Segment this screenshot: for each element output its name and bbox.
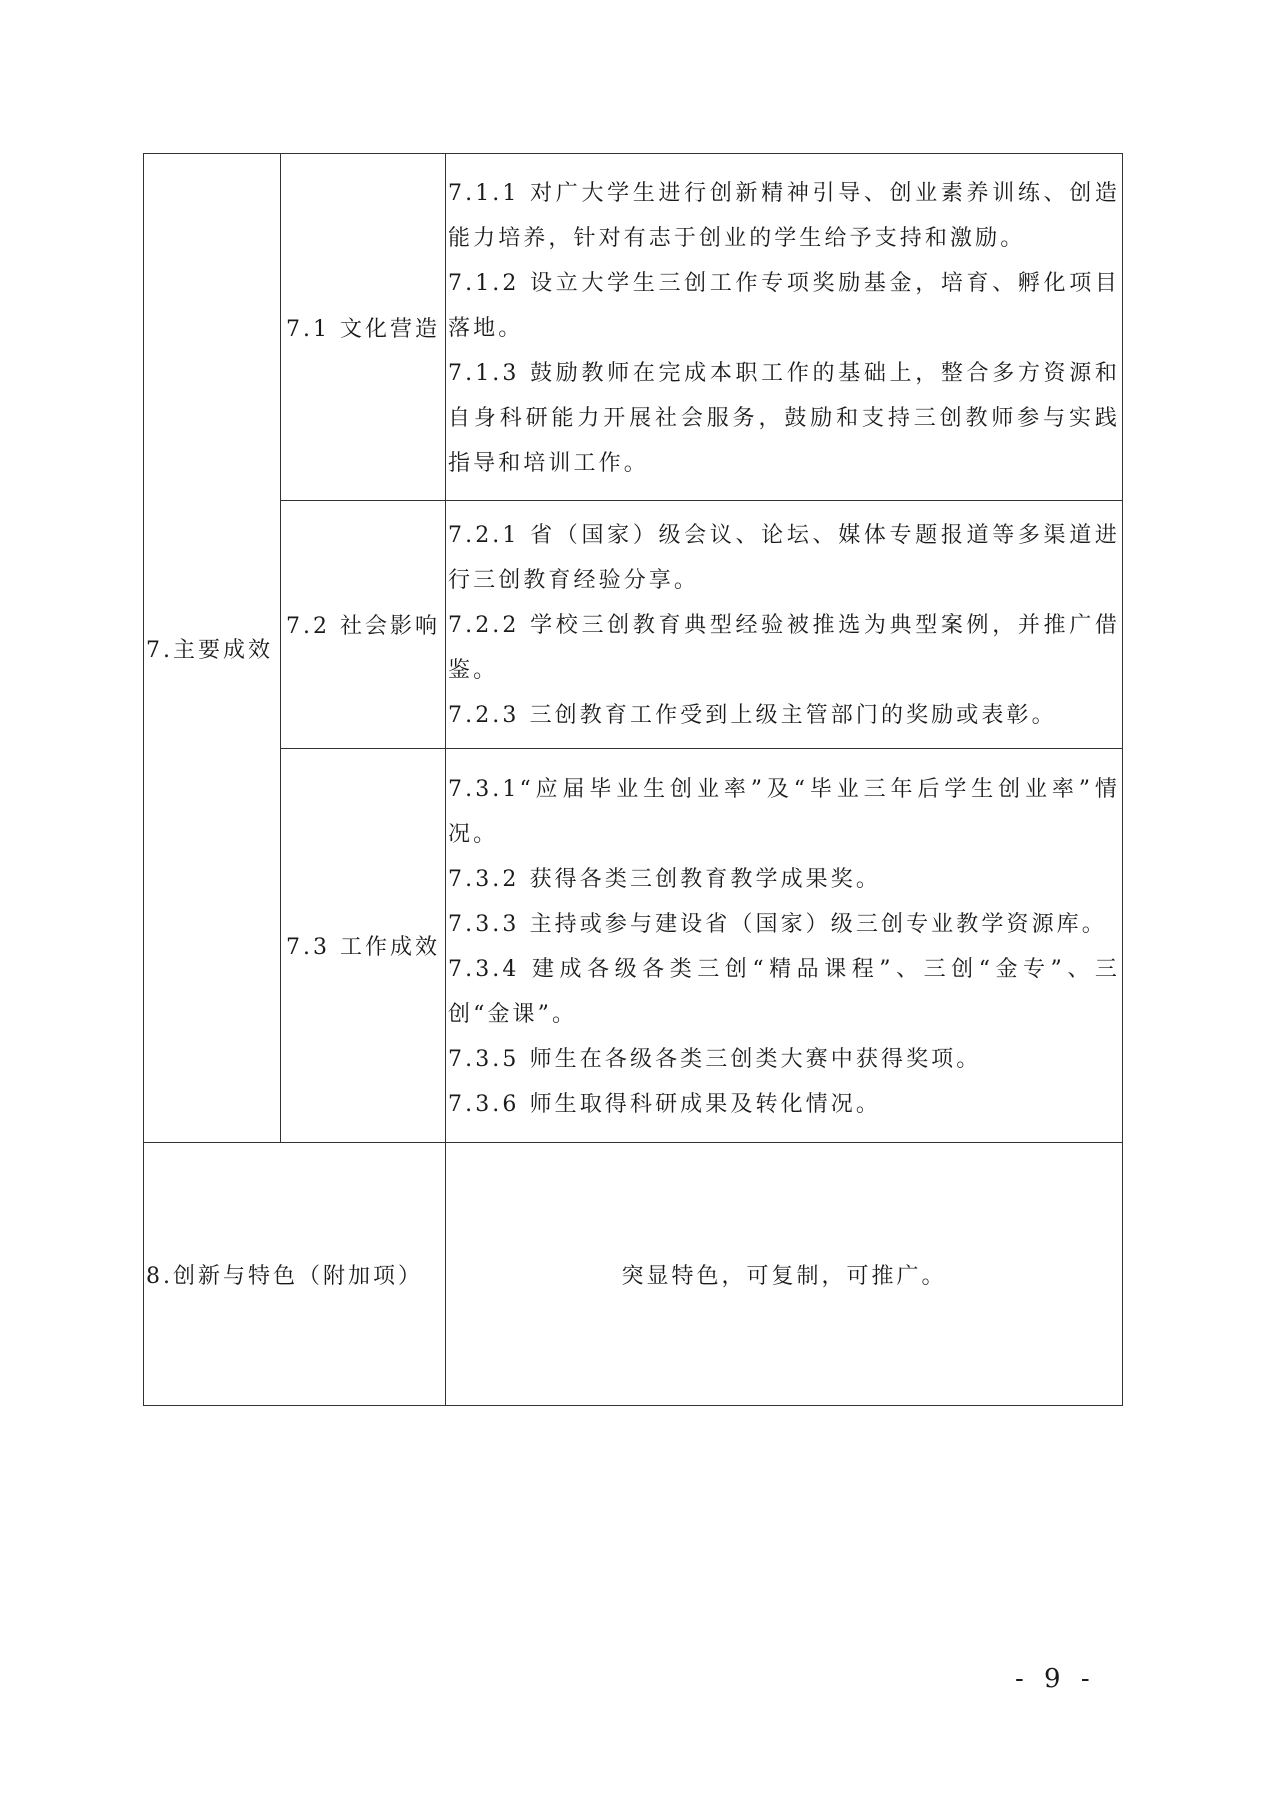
item-7-1-2: 7.1.2 设立大学生三创工作专项奖励基金，培育、孵化项目落地。 bbox=[448, 270, 1120, 341]
item-7-3-6: 7.3.6 师生取得科研成果及转化情况。 bbox=[448, 1091, 881, 1117]
subsection-7-3-cell bbox=[281, 749, 446, 1143]
category-8-label: 8.创新与特色（附加项） bbox=[146, 1263, 423, 1289]
subsection-7-2-label: 7.2 社会影响 bbox=[286, 614, 440, 639]
item-7-3-1: 7.3.1“应届毕业生创业率”及“毕业三年后学生创业率”情况。 bbox=[448, 776, 1120, 847]
item-7-3-5: 7.3.5 师生在各级各类三创类大赛中获得奖项。 bbox=[448, 1046, 982, 1072]
item-7-3-4: 7.3.4 建成各级各类三创“精品课程”、三创“金专”、三创“金课”。 bbox=[448, 956, 1120, 1027]
subsection-7-3-label: 7.3 工作成效 bbox=[286, 935, 440, 960]
table-row bbox=[144, 501, 1123, 749]
table-row bbox=[144, 154, 1123, 501]
category-7-label: 7.主要成效 bbox=[146, 637, 273, 663]
table-row bbox=[144, 749, 1123, 1143]
evaluation-table bbox=[143, 153, 1123, 1406]
subsection-7-1-items bbox=[446, 154, 1123, 501]
category-7-cell bbox=[144, 154, 281, 1143]
subsection-7-1-label: 7.1 文化营造 bbox=[286, 316, 440, 342]
category-8-content-cell bbox=[446, 1143, 1123, 1406]
subsection-7-1-cell bbox=[281, 154, 446, 501]
subsection-7-3-items bbox=[446, 749, 1123, 1143]
subsection-7-2-items bbox=[446, 501, 1123, 749]
item-7-1-1: 7.1.1 对广大学生进行创新精神引导、创业素养训练、创造能力培养，针对有志于创业的学生给予支持和激励。 bbox=[448, 180, 1120, 251]
page-number: - 9 - bbox=[1015, 1664, 1096, 1694]
item-7-3-2: 7.3.2 获得各类三创教育教学成果奖。 bbox=[448, 866, 881, 892]
category-8-cell bbox=[144, 1143, 446, 1406]
item-7-2-2: 7.2.2 学校三创教育典型经验被推选为典型案例，并推广借鉴。 bbox=[448, 613, 1120, 683]
item-7-2-1: 7.2.1 省（国家）级会议、论坛、媒体专题报道等多渠道进行三创教育经验分享。 bbox=[448, 523, 1120, 593]
item-7-3-3: 7.3.3 主持或参与建设省（国家）级三创专业教学资源库。 bbox=[448, 911, 1107, 937]
category-8-content: 突显特色，可复制，可推广。 bbox=[621, 1263, 947, 1289]
item-7-1-3: 7.1.3 鼓励教师在完成本职工作的基础上，整合多方资源和自身科研能力开展社会服务，鼓励和支持三创教师参与实践指导和培训工作。 bbox=[448, 360, 1120, 476]
item-7-2-3: 7.2.3 三创教育工作受到上级主管部门的奖励或表彰。 bbox=[448, 703, 1057, 728]
table-row bbox=[144, 1143, 1123, 1406]
subsection-7-2-cell bbox=[281, 501, 446, 749]
